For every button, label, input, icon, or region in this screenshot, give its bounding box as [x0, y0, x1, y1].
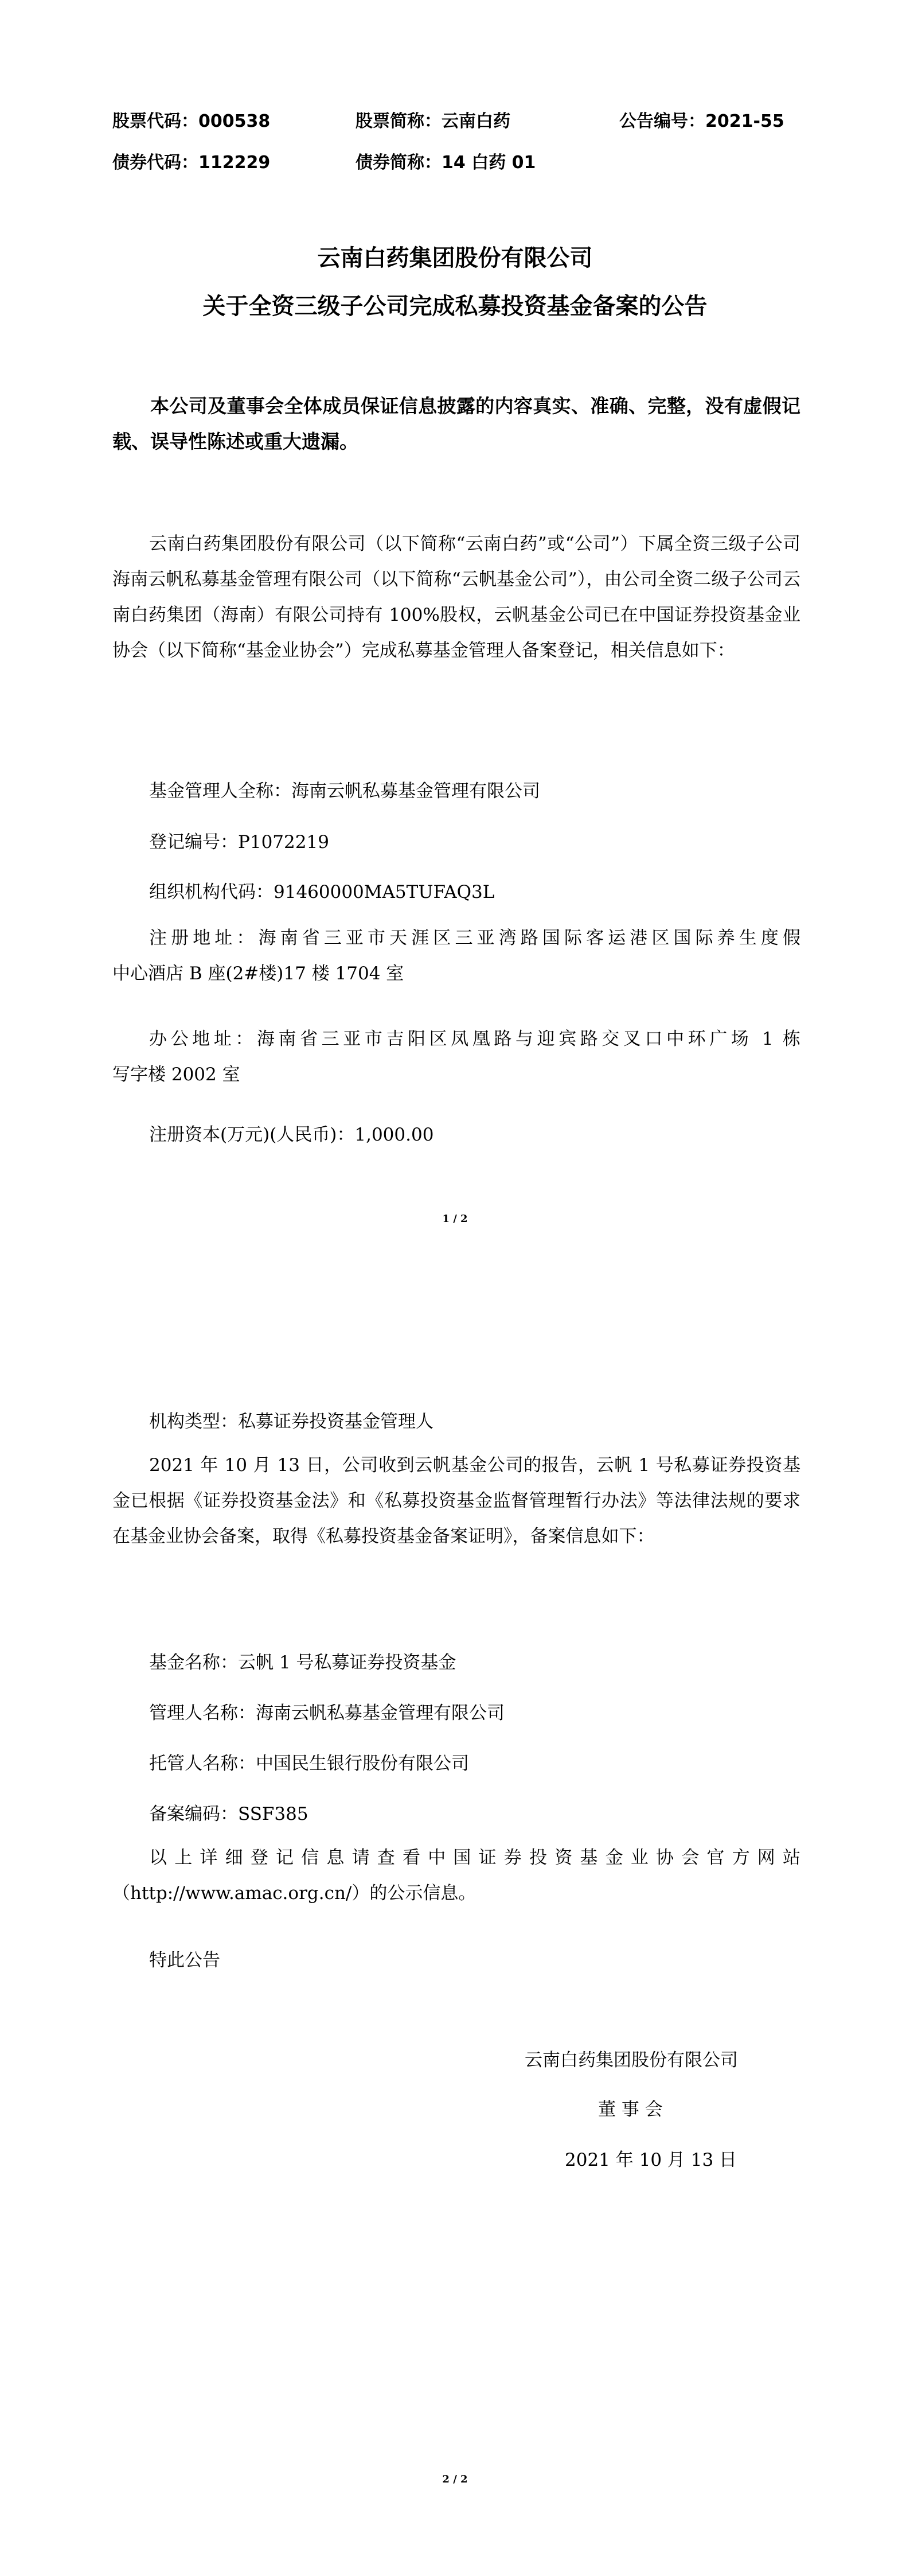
page-number-2: 2 / 2 [442, 2473, 468, 2485]
signature-board: 董 事 会 [598, 2099, 663, 2120]
registered-capital: 注册资本(万元)(人民币)：1,000.00 [149, 1124, 434, 1145]
stock-abbreviation: 股票简称：云南白药 [356, 111, 510, 131]
signature-date: 2021 年 10 月 13 日 [565, 2150, 737, 2170]
bond-code: 债券代码：112229 [112, 153, 271, 173]
notice-number: 公告编号：2021-55 [619, 111, 784, 131]
registered-address-line-1: 注册地址：海南省三亚市天涯区三亚湾路国际客运港区国际养生度假 [149, 928, 800, 948]
signature-company: 云南白药集团股份有限公司 [525, 2050, 738, 2071]
manager-full-name: 基金管理人全称：海南云帆私募基金管理有限公司 [149, 781, 540, 801]
office-address [112, 1021, 800, 1092]
intro-paragraph: 云南白药集团股份有限公司（以下简称“云南白药”或“公司”）下属全资三级子公司海南云帆私募基金管理有限公司（以下简称“云帆基金公司”），由公司全资二级子公司云南白药集团（海南）有限公司持有 100%股权，云帆基金公司已在中国证券投资基金业协会（以下简称“基金业协会”）完成私募基金管理人备案登记，相关信息如下： [112, 534, 800, 661]
announcement-paragraph: 2021 年 10 月 13 日，公司收到云帆基金公司的报告，云帆 1 号私募证券投资基金已根据《证券投资基金法》和《私募投资基金监督管理暂行办法》等法律法规的要求在基金业协会备案，取得《私募投资基金备案证明》，备案信息如下： [112, 1455, 800, 1547]
registration-number: 登记编号：P1072219 [149, 832, 329, 853]
manager-name: 管理人名称：海南云帆私募基金管理有限公司 [149, 1703, 505, 1723]
organization-code: 组织机构代码：91460000MA5TUFAQ3L [149, 882, 495, 902]
page-number-1: 1 / 2 [442, 1213, 468, 1225]
query-notice-line-2: （http://www.amac.org.cn/）的公示信息。 [112, 1883, 477, 1904]
custodian-name: 托管人名称：中国民生银行股份有限公司 [149, 1753, 469, 1774]
title-line-1: 云南白药集团股份有限公司 [317, 245, 593, 271]
closing-remark: 特此公告 [149, 1950, 220, 1971]
filing-code: 备案编码：SSF385 [149, 1804, 308, 1824]
stock-code: 股票代码：000538 [112, 111, 271, 131]
query-notice-line-1: 以上详细登记信息请查看中国证券投资基金业协会官方网站 [149, 1847, 800, 1868]
registered-address [112, 920, 800, 991]
document-page-2 [0, 1288, 910, 2576]
bond-abbreviation: 债券简称：14 白药 01 [356, 153, 536, 173]
registered-address-line-2: 中心酒店 B 座(2#楼)17 楼 1704 室 [112, 963, 404, 984]
office-address-line-1: 办公地址：海南省三亚市吉阳区凤凰路与迎宾路交叉口中环广场 1 栋 [149, 1029, 800, 1049]
office-address-line-2: 写字楼 2002 室 [112, 1064, 240, 1085]
disclosure-statement: 本公司及董事会全体成员保证信息披露的内容真实、准确、完整，没有虚假记载、误导性陈述或重大遗漏。 [112, 395, 800, 453]
organization-type: 机构类型：私募证券投资基金管理人 [149, 1411, 433, 1432]
query-notice [112, 1840, 800, 1911]
fund-name: 基金名称：云帆 1 号私募证券投资基金 [149, 1652, 456, 1673]
title-line-2: 关于全资三级子公司完成私募投资基金备案的公告 [202, 293, 708, 320]
